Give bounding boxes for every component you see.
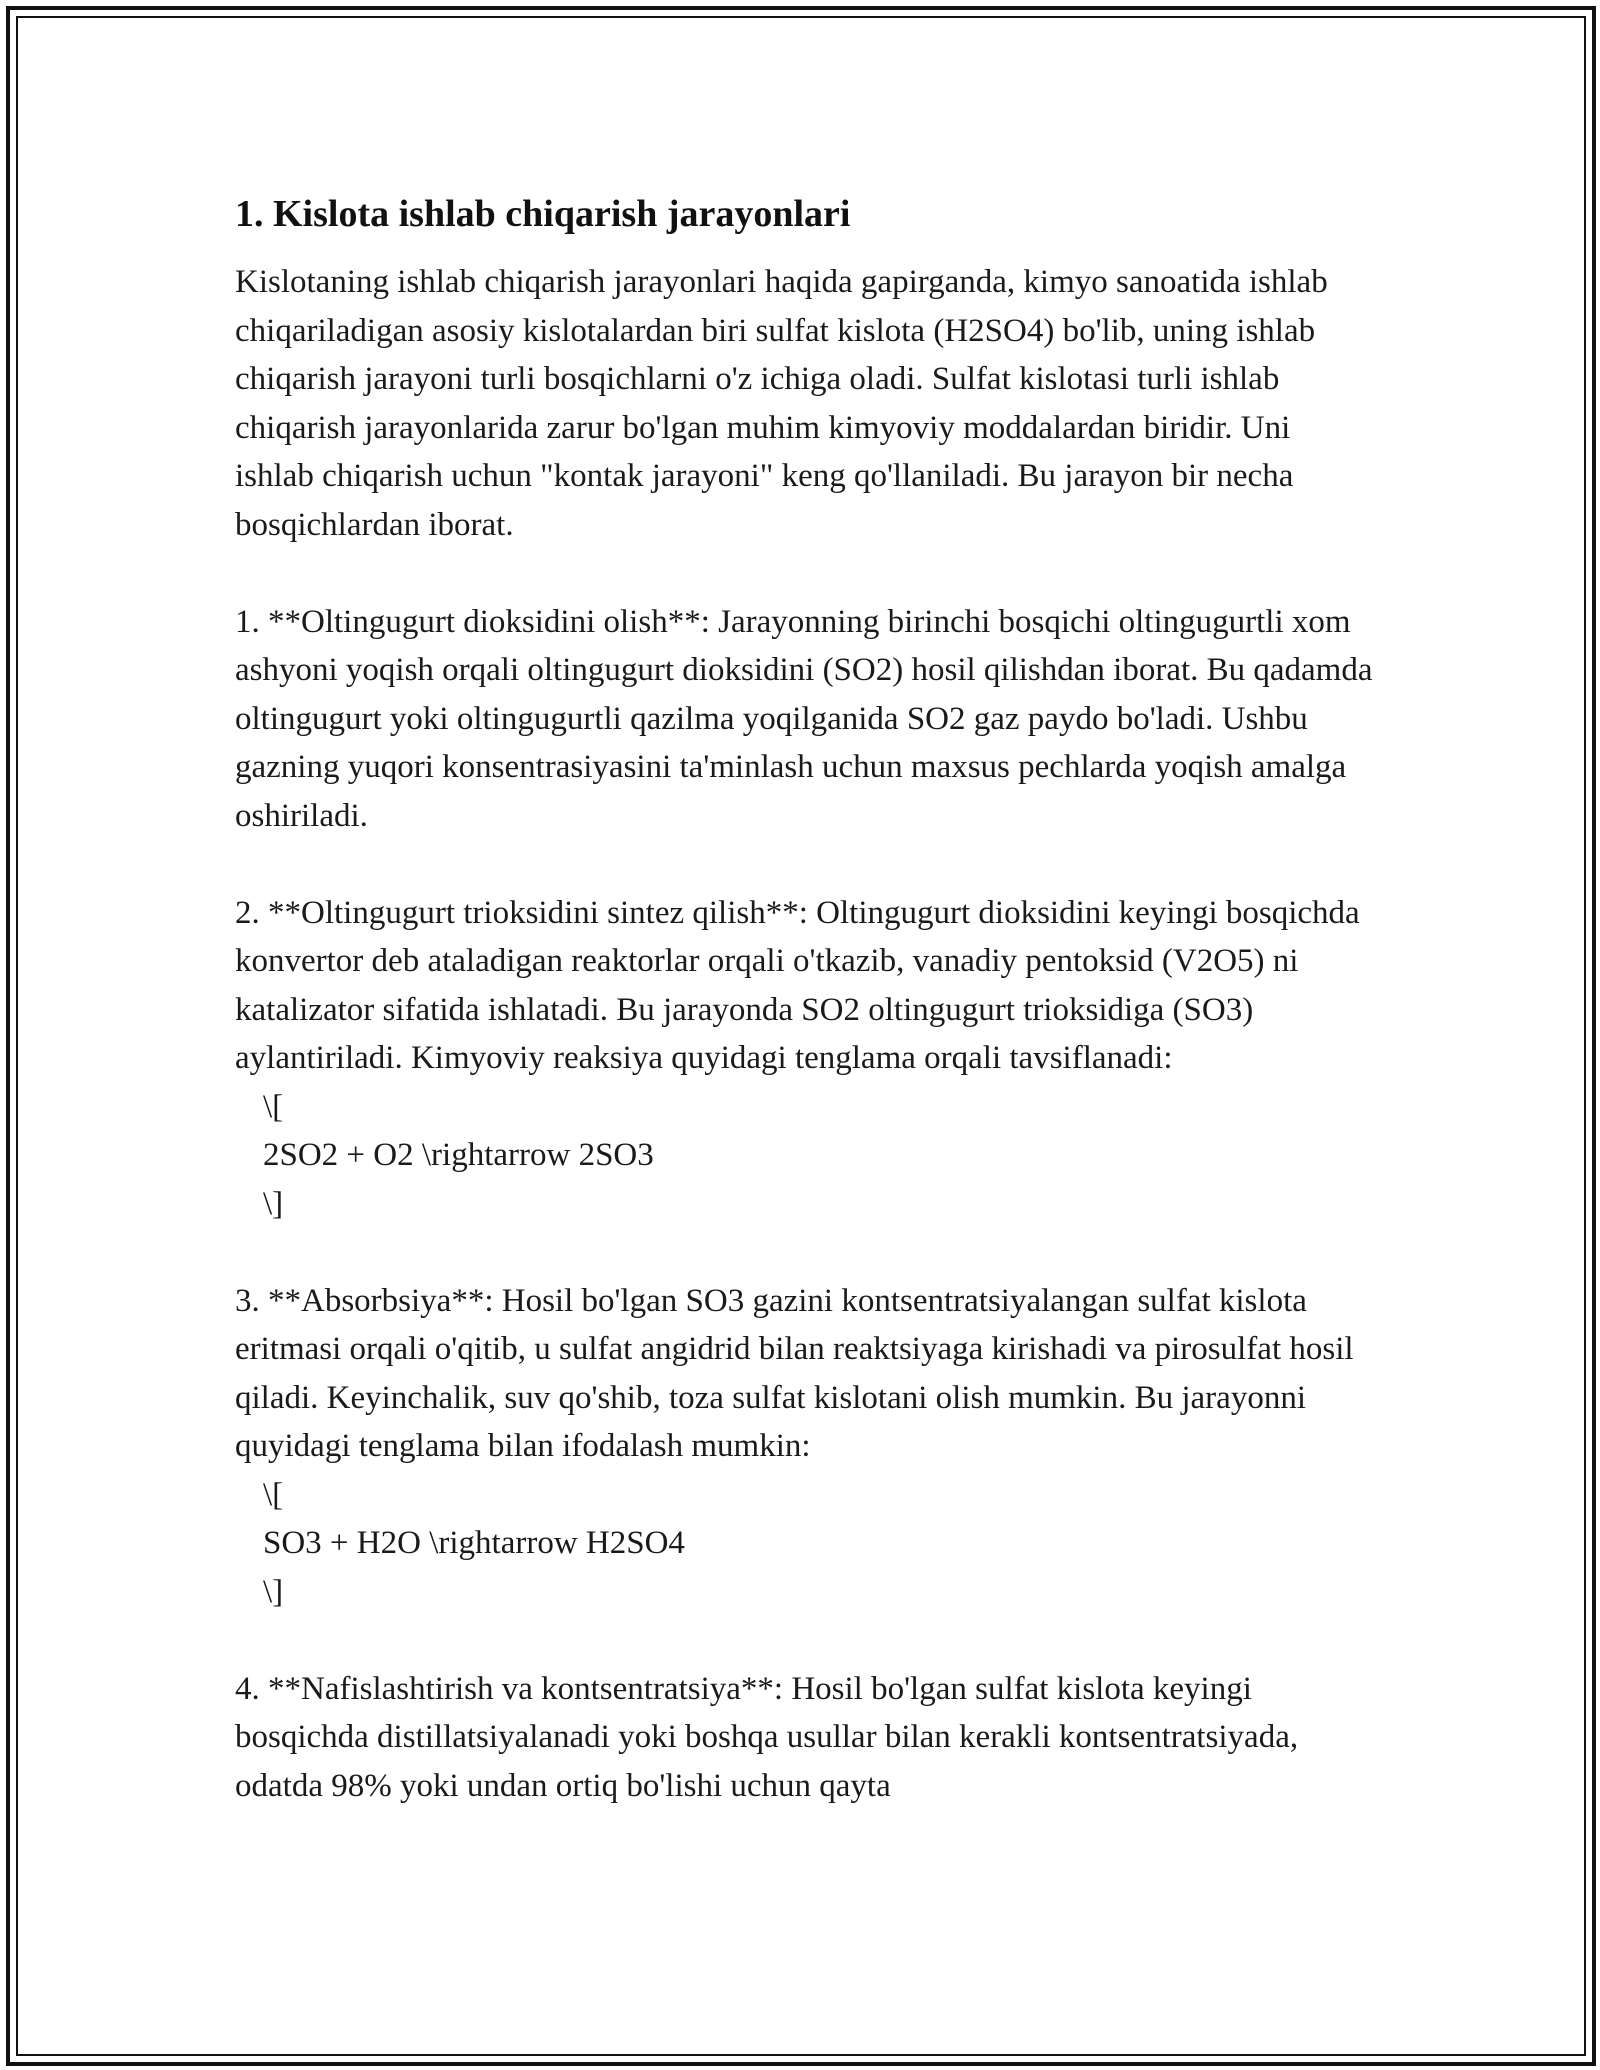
equation-1-open: \[ (263, 1088, 284, 1125)
equation-1 (235, 1083, 1375, 1229)
section-heading: 1. Kislota ishlab chiqarish jarayonlari (235, 193, 851, 235)
document-body (235, 188, 1375, 1810)
equation-2-close: \] (263, 1573, 284, 1610)
step-1-paragraph: 1. **Oltingugurt dioksidini olish**: Jarayonning birinchi bosqichi oltingugurtli xom ashyoni yoqish orqali oltingugurt dioksidini (SO2) hosil qilishdan iborat. Bu qadamda oltingugurt yoki oltingugurtli qazilma yoqilganida SO2 gaz paydo bo'ladi. Ushbu gazning yuqori konsentrasiyasini ta'minlash uchun maxsus pechlarda yoqish amalga oshiriladi. (235, 603, 1373, 834)
equation-2-open: \[ (263, 1476, 284, 1513)
step-4-paragraph: 4. **Nafislashtirish va kontsentratsiya**: Hosil bo'lgan sulfat kislota keyingi bosqichda distillatsiyalanadi yoki boshqa usullar bilan kerakli kontsentratsiyada, odatda 98% yoki undan ortiq bo'lishi uchun qayta (235, 1670, 1299, 1804)
equation-2 (235, 1471, 1375, 1617)
equation-2-body: SO3 + H2O \rightarrow H2SO4 (263, 1525, 685, 1561)
equation-1-close: \] (263, 1185, 284, 1222)
step-2-paragraph: 2. **Oltingugurt trioksidini sintez qilish**: Oltingugurt dioksidini keyingi bosqichda konvertor deb ataladigan reaktorlar orqali o'tkazib, vanadiy pentoksid (V2O5) ni katalizator sifatida ishlatadi. Bu jarayonda SO2 oltingugurt trioksidiga (SO3) aylantiriladi. Kimyoviy reaksiya quyidagi tenglama orqali tavsiflanadi: (235, 894, 1360, 1076)
equation-1-body: 2SO2 + O2 \rightarrow 2SO3 (263, 1137, 654, 1173)
intro-paragraph: Kislotaning ishlab chiqarish jarayonlari haqida gapirganda, kimyo sanoatida ishlab chiqariladigan asosiy kislotalardan biri sulfat kislota (H2SO4) bo'lib, uning ishlab chiqarish jarayoni turli bosqichlarni o'z ichiga oladi. Sulfat kislotasi turli ishlab chiqarish jarayonlarida zarur bo'lgan muhim kimyoviy moddalardan biridir. Uni ishlab chiqarish uchun "kontak jarayoni" keng qo'llaniladi. Bu jarayon bir necha bosqichlardan iborat. (235, 264, 1328, 543)
step-3-paragraph: 3. **Absorbsiya**: Hosil bo'lgan SO3 gazini kontsentratsiyalangan sulfat kislota eritmasi orqali o'qitib, u sulfat angidrid bilan reaktsiyaga kirishadi va pirosulfat hosil qiladi. Keyinchalik, suv qo'shib, toza sulfat kislotani olish mumkin. Bu jarayonni quyidagi tenglama bilan ifodalash mumkin: (235, 1282, 1354, 1464)
